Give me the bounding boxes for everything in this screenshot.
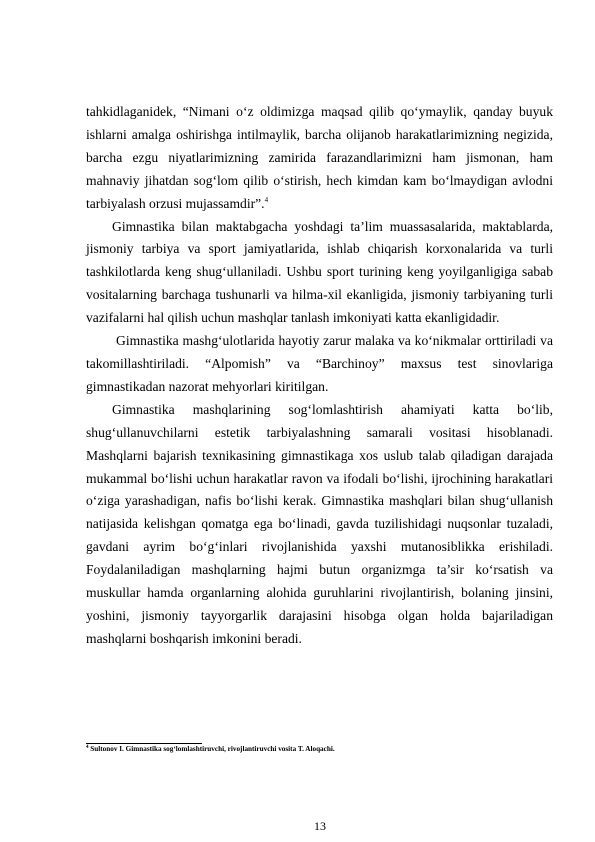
paragraph-3: Gimnastika mashg‘ulotlarida hayotiy zarur malaka va ko‘nikmalar orttiriladi va takomillashtiriladi. “Alpomish” va “Barchinoy” maxsus test sinovlariga gimnastikadan nazorat mehyorlari kiritilgan. bbox=[86, 333, 553, 394]
paragraph-1-text: tahkidlaganidek, “Nimani o‘z oldimizga maqsad qilib qo‘ymaylik, qanday buyuk ishlarni amalga oshirishga intilmaylik, barcha olijanob harakatlarimizning negizida, barcha ezgu niyatlarimizning zamirida farazandlarimizni ham jismonan, ham mahnaviy jihatdan sog‘lom qilib o‘stirish, hech kimdan kam bo‘lmaydigan avlodni tarbiyalash orzusi mujassamdir”. bbox=[86, 104, 553, 211]
paragraph-4: Gimnastika mashqlarining sog‘lomlashtirish ahamiyati katta bo‘lib, shug‘ullanuvchilarni estetik tarbiyalashning samarali vositasi hisoblanadi. Mashqlarni bajarish texnikasining gimnastikaga xos uslub talab qiladigan darajada mukammal bo‘lishi uchun harakatlar ravon va ifodali bo‘lishi, ijrochining harakatlari o‘ziga yarashadigan, nafis bo‘lishi kerak. Gimnastika mashqlari bilan shug‘ullanish natijasida kelishgan qomatga ega bo‘linadi, gavda tuzilishidagi nuqsonlar tuzaladi, gavdani ayrim bo‘g‘inlari rivojlanishida yaxshi mutanosiblikka erishiladi. Foydalaniladigan mashqlarning hajmi butun organizmga ta’sir ko‘rsatish va muskullar hamda organlarning alohida guruhlarini rivojlantirish, bolaning jinsini, yoshini, jismoniy tayyorgarlik darajasini hisobga olgan holda bajariladigan mashqlarni boshqarish imkonini beradi. bbox=[86, 401, 553, 646]
footnote bbox=[86, 744, 553, 754]
paragraph-2: Gimnastika bilan maktabgacha yoshdagi ta’lim muassasalarida, maktablarda, jismoniy tarbiya va sport jamiyatlarida, ishlab chiqarish korxonalarida va turli tashkilotlarda keng shug‘ullaniladi. Ushbu sport turining keng yoyilganligiga sabab vositalarning barchaga tushunarli va hilma-xil ekanligida, jismoniy tarbiyaning turli vazifalarni hal qilish uchun mashqlar tanlash imkoniyati katta ekanligidadir. bbox=[86, 218, 553, 326]
body-text bbox=[86, 101, 553, 651]
footnote-marker: 4 bbox=[86, 745, 89, 750]
page-number: 13 bbox=[314, 819, 326, 833]
paragraph-1 bbox=[86, 101, 553, 216]
footnote-text: Sultonov I. Gimnastika sog‘lomlashtiruvchi, rivojlantiruvchi vosita T. Aloqachi. bbox=[88, 745, 335, 753]
footnote-reference[interactable]: 4 bbox=[264, 195, 269, 204]
